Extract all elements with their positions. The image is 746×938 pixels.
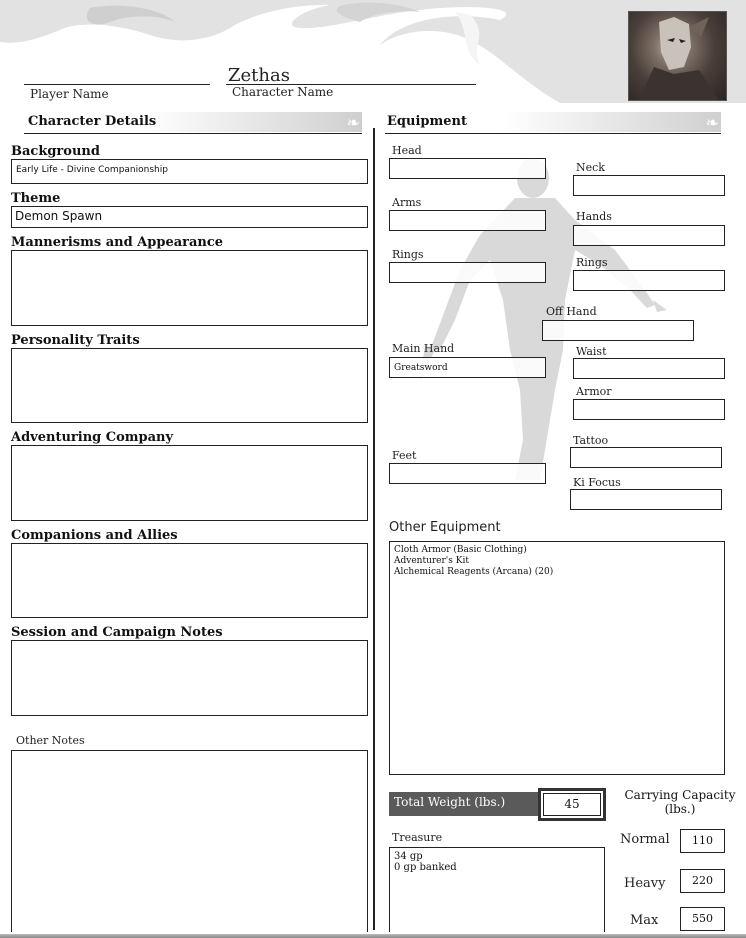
personality-field[interactable]: [11, 348, 368, 423]
ki-focus-label: Ki Focus: [573, 476, 621, 489]
off-hand-value: [543, 321, 693, 327]
head-value: [390, 159, 545, 165]
column-divider: [373, 128, 375, 930]
tattoo-label: Tattoo: [573, 434, 609, 447]
waist-value: [574, 359, 724, 365]
feet-value: [390, 464, 545, 470]
character-name-label: Character Name: [232, 85, 334, 99]
company-field[interactable]: [11, 445, 368, 521]
swirl-icon: ❧: [346, 113, 360, 132]
companions-label: Companions and Allies: [11, 528, 178, 543]
main-hand-field[interactable]: [389, 357, 546, 378]
armor-field[interactable]: [573, 399, 725, 420]
equipment-header: [383, 112, 721, 132]
companions-field[interactable]: [11, 543, 368, 618]
character-name-value: Zethas: [228, 65, 290, 86]
total-weight-bar: [389, 792, 539, 816]
personality-label: Personality Traits: [11, 333, 140, 348]
rings-2-value: [574, 271, 724, 277]
normal-field[interactable]: 110: [680, 829, 725, 853]
hands-field[interactable]: [573, 225, 725, 246]
hands-value: [574, 226, 724, 232]
theme-value: Demon Spawn: [15, 209, 103, 223]
total-weight-label: Total Weight (lbs.): [394, 795, 506, 809]
max-label: Max: [630, 913, 659, 928]
character-details-header: [24, 112, 362, 132]
off-hand-label: Off Hand: [546, 305, 597, 318]
other-notes-field[interactable]: [11, 750, 368, 932]
waist-field[interactable]: [573, 358, 725, 379]
tattoo-value: [571, 448, 721, 454]
total-weight-frame: [538, 788, 606, 821]
arms-value: [390, 211, 545, 217]
player-name-line[interactable]: [24, 84, 210, 85]
background-value: Early Life - Divine Companionship: [16, 165, 168, 175]
background-label: Background: [11, 144, 100, 159]
carrying-capacity-label: Carrying Capacity (lbs.): [624, 788, 736, 816]
armor-label: Armor: [576, 385, 612, 398]
arms-label: Arms: [392, 196, 422, 209]
waist-label: Waist: [576, 345, 607, 358]
mannerisms-field[interactable]: [11, 250, 368, 326]
session-field[interactable]: [11, 640, 368, 716]
head-field[interactable]: [389, 158, 546, 179]
treasure-value: 34 gp 0 gp banked: [394, 851, 457, 873]
details-divider: [24, 133, 362, 134]
equipment-title: Equipment: [387, 114, 467, 129]
company-label: Adventuring Company: [11, 430, 174, 445]
company-value: [12, 446, 367, 452]
mannerisms-label: Mannerisms and Appearance: [11, 235, 224, 250]
page-bottom-edge: [0, 934, 746, 938]
main-hand-label: Main Hand: [392, 342, 455, 355]
session-label: Session and Campaign Notes: [11, 625, 223, 640]
ki-focus-field[interactable]: [570, 489, 722, 510]
total-weight-field[interactable]: 45: [543, 793, 601, 816]
treasure-field[interactable]: [389, 847, 605, 932]
companions-value: [12, 544, 367, 550]
heavy-label: Heavy: [624, 876, 666, 891]
feet-field[interactable]: [389, 463, 546, 484]
neck-label: Neck: [576, 161, 605, 174]
feet-label: Feet: [392, 449, 417, 462]
personality-value: [12, 349, 367, 355]
character-portrait: [628, 11, 727, 101]
head-label: Head: [392, 144, 422, 157]
rings-1-value: [390, 263, 545, 269]
background-field[interactable]: [11, 159, 368, 184]
rings-2-label: Rings: [576, 256, 608, 269]
other-notes-value: [12, 751, 367, 757]
neck-field[interactable]: [573, 175, 725, 196]
armor-value: [574, 400, 724, 406]
hands-label: Hands: [576, 210, 612, 223]
theme-field[interactable]: [11, 206, 368, 228]
session-value: [12, 641, 367, 647]
character-details-title: Character Details: [28, 114, 157, 129]
heavy-field[interactable]: 220: [680, 869, 725, 893]
ki-focus-value: [571, 490, 721, 496]
other-equipment-field[interactable]: [389, 541, 725, 775]
main-hand-value: Greatsword: [394, 363, 448, 373]
treasure-label: Treasure: [392, 831, 443, 844]
tattoo-field[interactable]: [570, 447, 722, 468]
equipment-divider: [385, 133, 721, 134]
theme-label: Theme: [11, 191, 61, 206]
rings-2-field[interactable]: [573, 270, 725, 291]
rings-1-field[interactable]: [389, 262, 546, 283]
off-hand-field[interactable]: [542, 320, 694, 341]
other-equipment-label: Other Equipment: [389, 520, 501, 535]
rings-1-label: Rings: [392, 248, 424, 261]
other-notes-label: Other Notes: [16, 734, 85, 747]
max-field[interactable]: 550: [680, 907, 725, 931]
mannerisms-value: [12, 251, 367, 257]
normal-label: Normal: [620, 832, 670, 847]
arms-field[interactable]: [389, 210, 546, 231]
neck-value: [574, 176, 724, 182]
swirl-icon: ❧: [705, 113, 719, 132]
player-name-label: Player Name: [30, 87, 109, 101]
other-equipment-value: Cloth Armor (Basic Clothing) Adventurer's Kit Alchemical Reagents (Arcana) (20): [394, 545, 554, 577]
